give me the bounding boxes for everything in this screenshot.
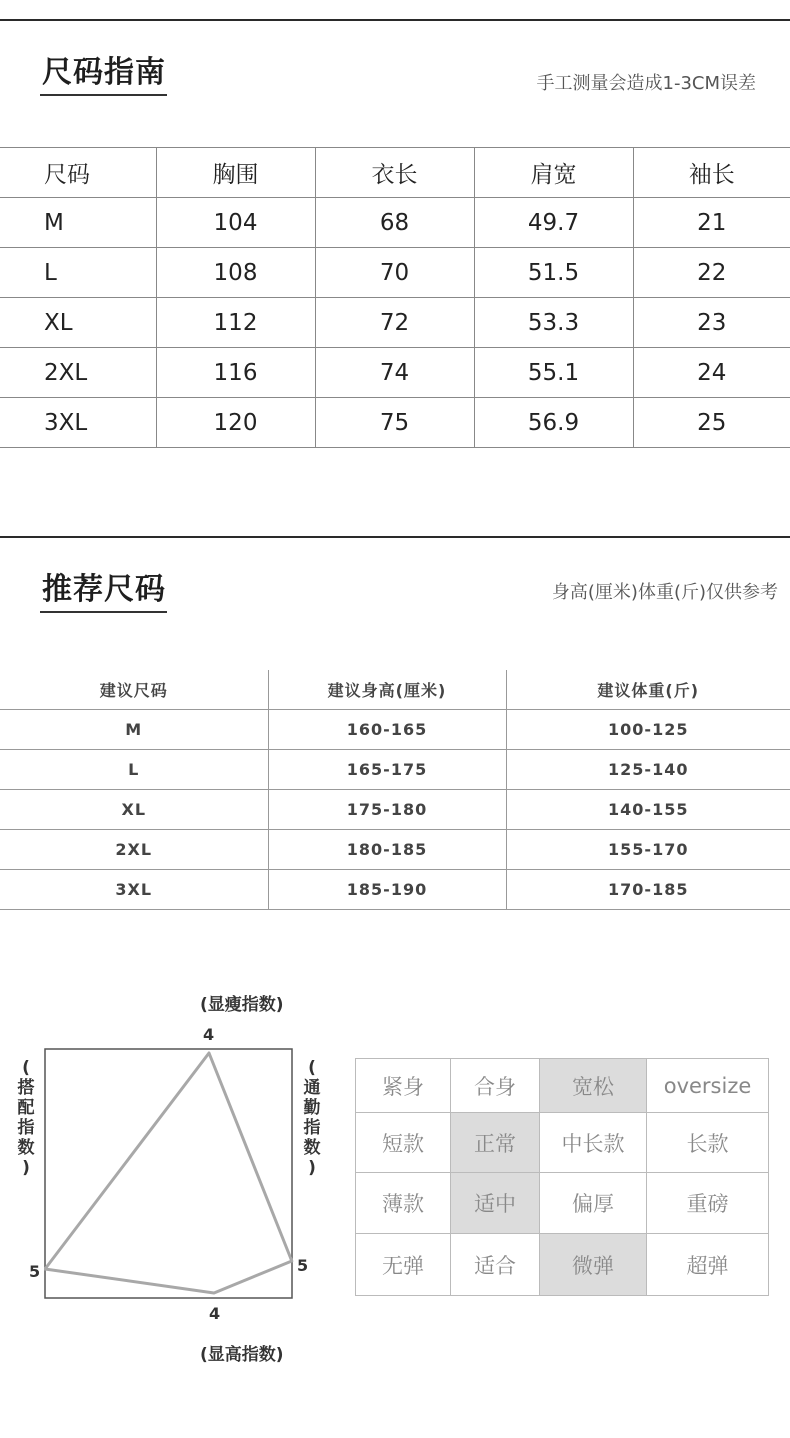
- header-cell: 衣长: [315, 148, 474, 198]
- recommend-underline: [40, 611, 167, 613]
- table-cell: 175-180: [268, 790, 506, 830]
- table-cell: 72: [315, 298, 474, 348]
- table-cell: 24: [633, 348, 790, 398]
- table-cell: 125-140: [506, 750, 790, 790]
- attribute-cell: 长款: [647, 1113, 769, 1173]
- attribute-cell: 宽松: [540, 1059, 647, 1113]
- attribute-cell: oversize: [647, 1059, 769, 1113]
- table-cell: 75: [315, 398, 474, 448]
- index-chart: [44, 1048, 294, 1300]
- table-header-row: [0, 670, 790, 710]
- table-cell: 160-165: [268, 710, 506, 750]
- table-row: [0, 710, 790, 750]
- table-row: [0, 248, 790, 298]
- top-divider: [0, 19, 790, 21]
- table-cell: 21: [633, 198, 790, 248]
- attribute-cell: 紧身: [356, 1059, 451, 1113]
- index-chart-frame: [45, 1049, 292, 1298]
- table-cell: 2XL: [0, 348, 156, 398]
- slim-index-value: 4: [203, 1025, 215, 1044]
- middle-divider: [0, 536, 790, 538]
- table-row: [0, 750, 790, 790]
- table-cell: 2XL: [0, 830, 268, 870]
- size-guide-table: [0, 147, 790, 448]
- header-cell: 胸围: [156, 148, 315, 198]
- attribute-table: [355, 1058, 769, 1296]
- table-cell: 180-185: [268, 830, 506, 870]
- table-cell: 100-125: [506, 710, 790, 750]
- attribute-cell: 微弹: [540, 1234, 647, 1296]
- attribute-cell: 薄款: [356, 1173, 451, 1234]
- table-row: [0, 790, 790, 830]
- table-cell: 68: [315, 198, 474, 248]
- table-cell: 116: [156, 348, 315, 398]
- header-cell: 建议体重(斤): [597, 681, 700, 700]
- match-index-label: ( 搭 配 指 数 ): [17, 1058, 35, 1178]
- table-cell: 3XL: [0, 398, 156, 448]
- table-cell: 120: [156, 398, 315, 448]
- height-index-label: (显高指数): [200, 1345, 284, 1365]
- recommend-title: 推荐尺码: [42, 572, 166, 607]
- table-cell: 140-155: [506, 790, 790, 830]
- table-cell: 112: [156, 298, 315, 348]
- table-cell: 70: [315, 248, 474, 298]
- table-row: [356, 1113, 769, 1173]
- height-index-value: 4: [209, 1304, 221, 1323]
- header-cell: 尺码: [0, 148, 156, 198]
- table-cell: 51.5: [474, 248, 633, 298]
- table-header-row: [0, 148, 790, 198]
- table-cell: 165-175: [268, 750, 506, 790]
- table-row: [0, 198, 790, 248]
- attribute-cell: 无弹: [356, 1234, 451, 1296]
- commute-index-value: 5: [297, 1256, 309, 1275]
- table-cell: 155-170: [506, 830, 790, 870]
- table-cell: 53.3: [474, 298, 633, 348]
- table-cell: 25: [633, 398, 790, 448]
- attribute-cell: 短款: [356, 1113, 451, 1173]
- attribute-cell: 超弹: [647, 1234, 769, 1296]
- table-cell: 22: [633, 248, 790, 298]
- table-cell: L: [0, 248, 156, 298]
- slim-index-label: (显瘦指数): [200, 995, 284, 1015]
- attribute-cell: 适合: [451, 1234, 540, 1296]
- match-index-value: 5: [29, 1262, 41, 1281]
- table-row: [0, 870, 790, 910]
- table-cell: L: [0, 750, 268, 790]
- table-cell: 108: [156, 248, 315, 298]
- table-cell: M: [0, 198, 156, 248]
- table-row: [356, 1173, 769, 1234]
- table-row: [0, 830, 790, 870]
- size-guide-underline: [40, 94, 167, 96]
- size-guide-title: 尺码指南: [42, 55, 166, 90]
- table-cell: 56.9: [474, 398, 633, 448]
- attribute-cell: 适中: [451, 1173, 540, 1234]
- table-row: [0, 298, 790, 348]
- header-cell: 袖长: [633, 148, 790, 198]
- index-chart-shape: [45, 1053, 292, 1293]
- table-cell: 3XL: [0, 870, 268, 910]
- table-cell: XL: [0, 790, 268, 830]
- attribute-cell: 合身: [451, 1059, 540, 1113]
- header-cell: 建议尺码: [0, 670, 268, 710]
- table-row: [356, 1059, 769, 1113]
- table-cell: 74: [315, 348, 474, 398]
- table-row: [356, 1234, 769, 1296]
- table-cell: M: [0, 710, 268, 750]
- table-cell: XL: [0, 298, 156, 348]
- attribute-cell: 偏厚: [540, 1173, 647, 1234]
- table-row: [0, 348, 790, 398]
- size-guide-note: 手工测量会造成1-3CM误差: [536, 73, 756, 94]
- table-cell: 49.7: [474, 198, 633, 248]
- attribute-cell: 正常: [451, 1113, 540, 1173]
- table-cell: 104: [156, 198, 315, 248]
- table-cell: 23: [633, 298, 790, 348]
- recommend-table: [0, 670, 790, 910]
- attribute-cell: 重磅: [647, 1173, 769, 1234]
- commute-index-label: ( 通 勤 指 数 ): [303, 1058, 321, 1178]
- table-cell: 55.1: [474, 348, 633, 398]
- header-cell: 建议身高(厘米): [268, 670, 506, 710]
- header-cell: 肩宽: [474, 148, 633, 198]
- attribute-cell: 中长款: [540, 1113, 647, 1173]
- table-row: [0, 398, 790, 448]
- table-cell: 170-185: [506, 870, 790, 910]
- recommend-note: 身高(厘米)体重(斤)仅供参考: [551, 582, 778, 603]
- table-cell: 185-190: [268, 870, 506, 910]
